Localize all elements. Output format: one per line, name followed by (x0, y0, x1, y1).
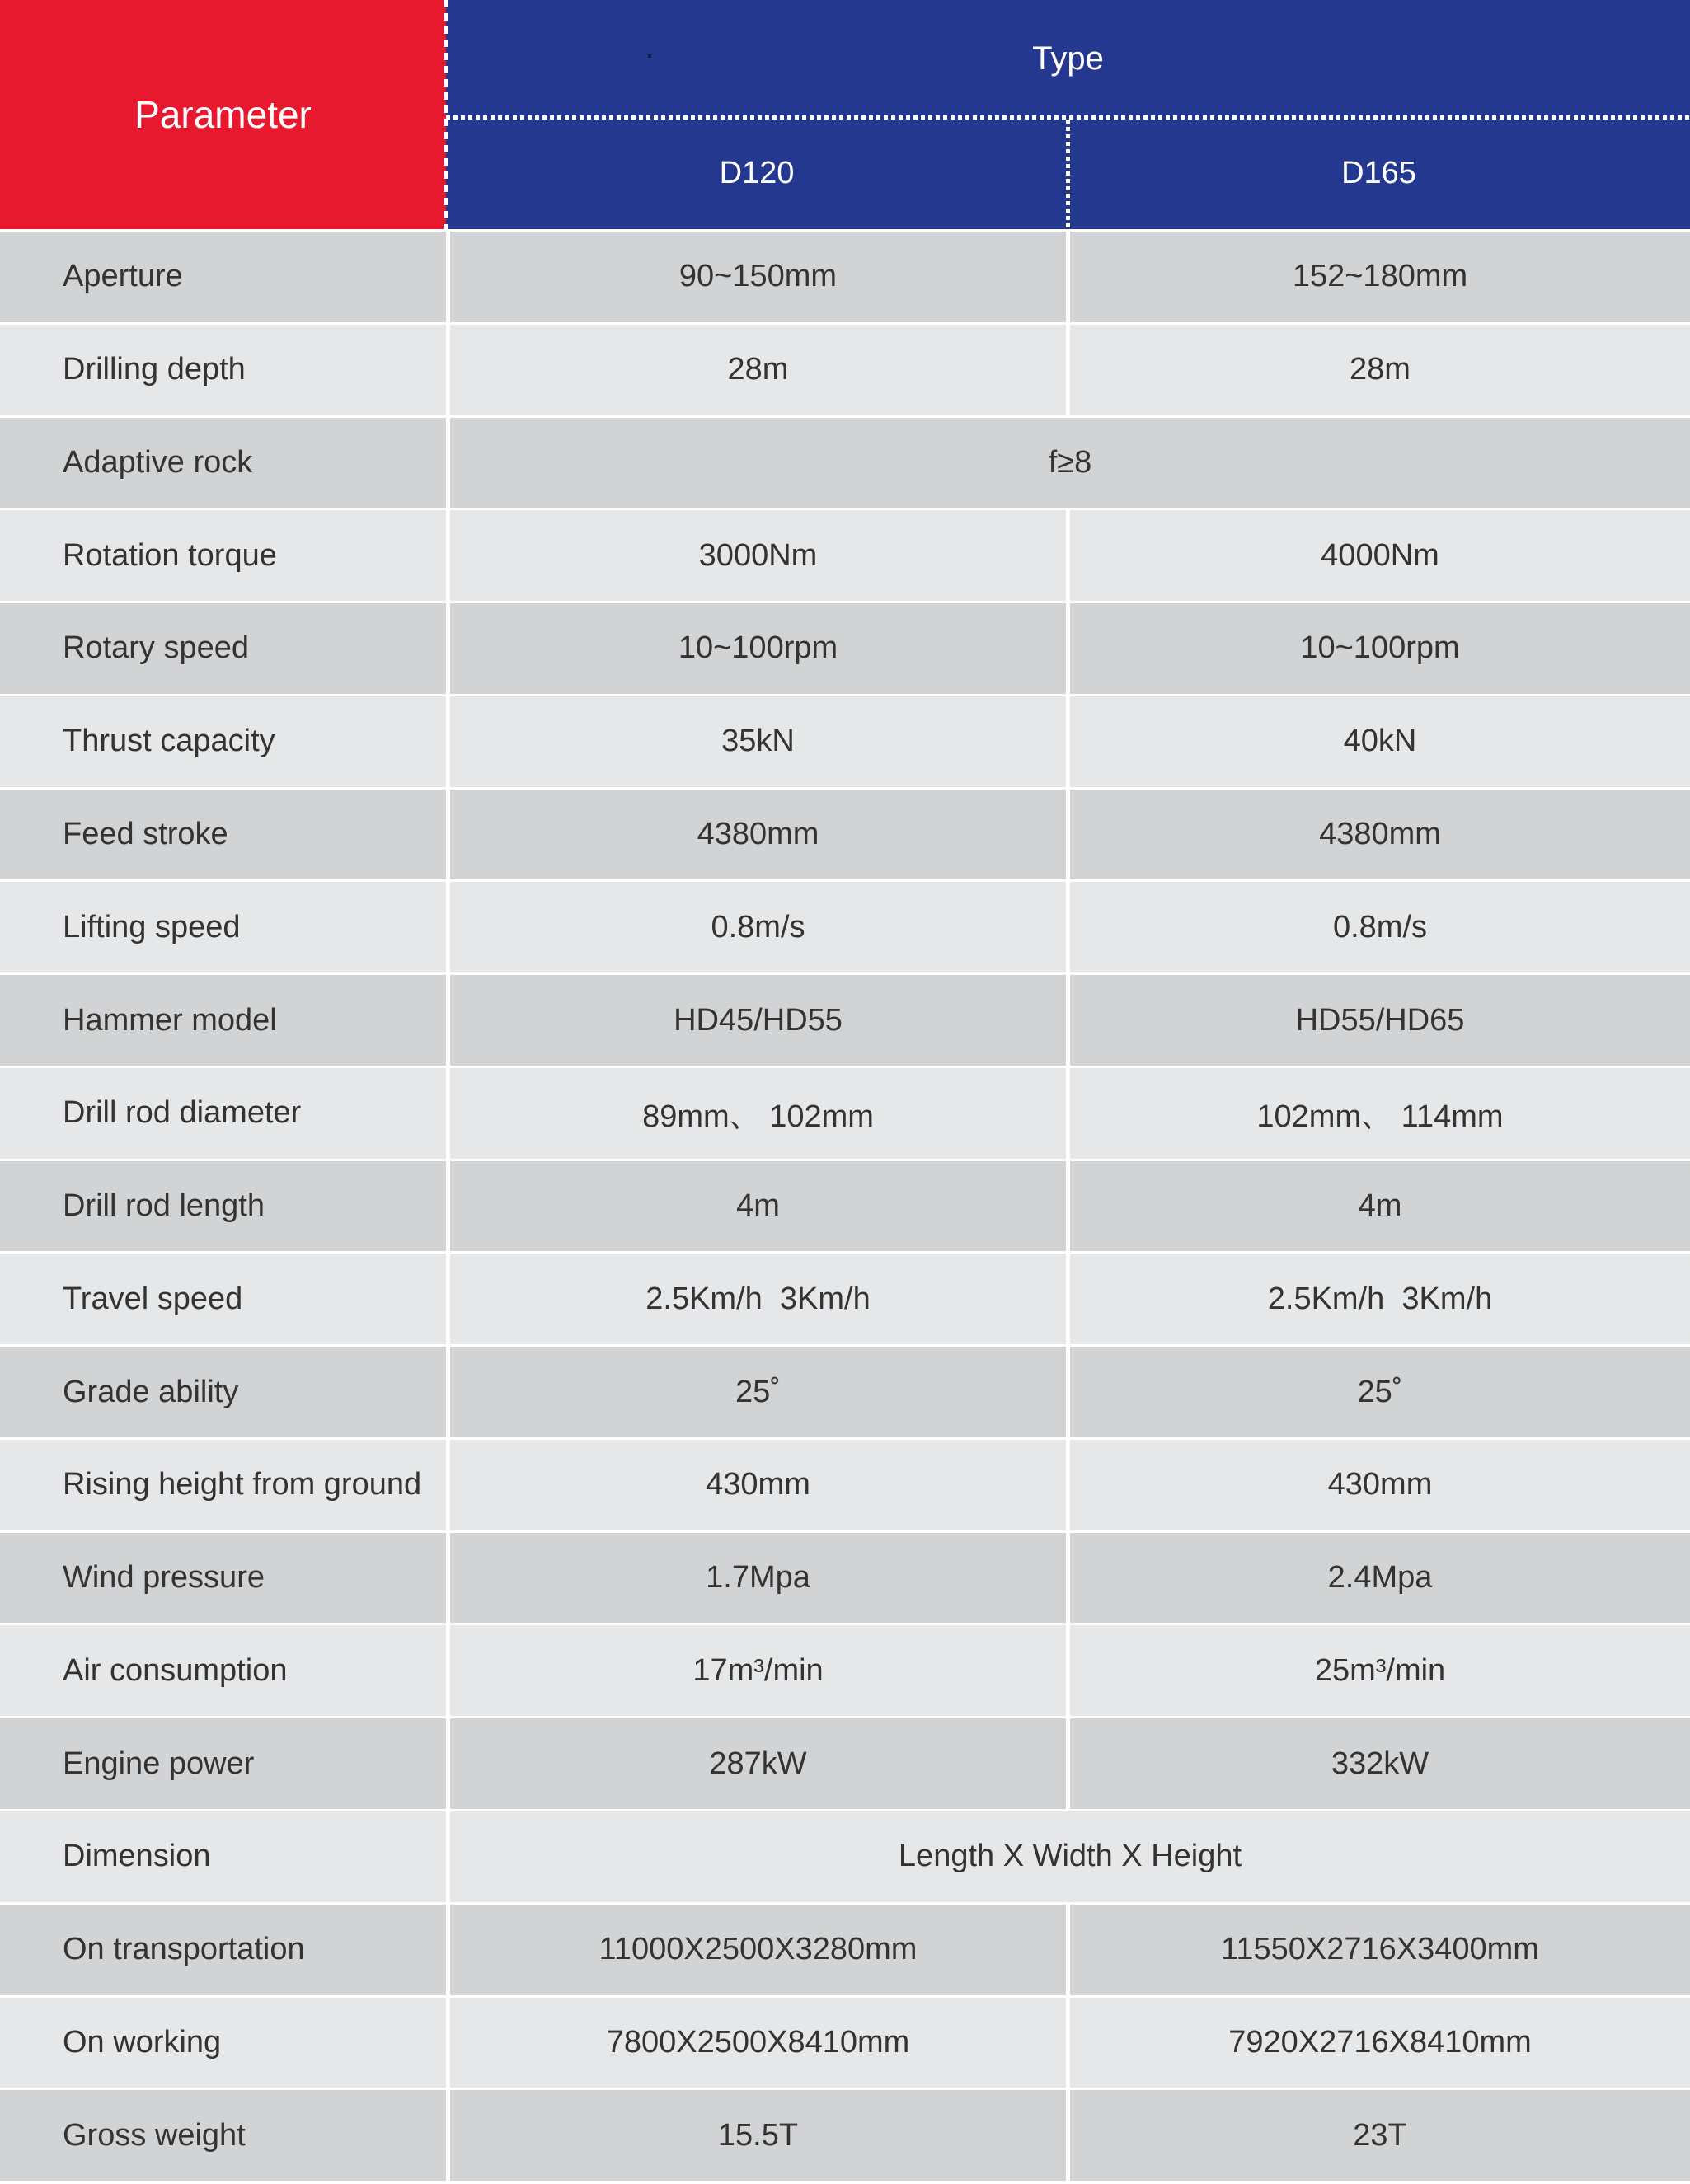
row-label (0, 1440, 446, 1530)
value-text: 3000Nm (698, 537, 818, 573)
value-text: 40kN (1343, 724, 1417, 759)
column-header-d165 (1068, 117, 1690, 229)
value-d165 (1070, 603, 1690, 694)
table-row-engine-power (0, 1718, 1690, 1809)
value-d120 (450, 1254, 1066, 1344)
type-header-cell (446, 0, 1690, 117)
table-row-hammer-model (0, 975, 1690, 1066)
value-text: 17m³/min (692, 1652, 824, 1688)
value-d120 (450, 975, 1066, 1066)
value-text: 7800X2500X8410mm (606, 2024, 910, 2060)
value-merged (450, 1811, 1690, 1902)
value-d120 (450, 603, 1066, 694)
value-text: 4380mm (697, 816, 819, 851)
dashed-divider-vertical-main (444, 0, 448, 229)
value-d165 (1070, 1998, 1690, 2088)
parameter-header-label: Parameter (134, 93, 312, 136)
value-text: 90~150mm (678, 259, 838, 294)
value-d165 (1070, 1254, 1690, 1344)
value-text: 7920X2716X8410mm (1228, 2024, 1532, 2060)
value-text: 25m³/min (1314, 1652, 1446, 1688)
value-d120 (450, 1625, 1066, 1716)
table-row-gross-weight (0, 2090, 1690, 2181)
value-text: 152~180mm (1292, 259, 1468, 294)
table-row-rising-height (0, 1440, 1690, 1530)
value-d165 (1070, 1068, 1690, 1159)
value-d120 (450, 1068, 1066, 1159)
value-text: 28m (1350, 352, 1411, 387)
value-text: 0.8m/s (711, 909, 805, 944)
value-d165 (1070, 1440, 1690, 1530)
value-merged (450, 418, 1690, 509)
value-d165 (1070, 1718, 1690, 1809)
row-label-text: Rotation torque (63, 537, 277, 573)
column-header-d165-label: D165 (1341, 155, 1416, 190)
value-d165 (1070, 1533, 1690, 1624)
table-row-rotary-speed (0, 603, 1690, 694)
value-d165 (1070, 2090, 1690, 2181)
table-row-air-consumption (0, 1625, 1690, 1716)
value-text: 35kN (721, 724, 795, 759)
value-text: 2.5Km/h 3Km/h (1267, 1281, 1493, 1316)
row-label (0, 603, 446, 694)
table-row-dimension (0, 1811, 1690, 1902)
row-label-text: Rising height from ground (63, 1467, 422, 1502)
value-d120 (450, 882, 1066, 972)
value-text: 332kW (1331, 1746, 1429, 1781)
value-text: HD45/HD55 (674, 1002, 843, 1038)
row-label (0, 2090, 446, 2181)
row-label-text: Aperture (63, 259, 183, 294)
value-d120 (450, 1998, 1066, 2088)
row-label-text: Feed stroke (63, 816, 228, 851)
value-d120 (450, 510, 1066, 601)
value-d120 (450, 1905, 1066, 1995)
table-row-adaptive-rock (0, 418, 1690, 509)
table-row-drill-rod-diameter (0, 1068, 1690, 1159)
row-label (0, 882, 446, 972)
value-text: 287kW (709, 1746, 807, 1781)
row-label (0, 1718, 446, 1809)
dashed-divider-vertical-columns (1066, 120, 1070, 229)
value-text: 11550X2716X3400mm (1221, 1932, 1539, 1967)
row-label (0, 1811, 446, 1902)
row-label (0, 1998, 446, 2088)
value-d120 (450, 2090, 1066, 2181)
value-d120 (450, 1533, 1066, 1624)
value-text: 1.7Mpa (706, 1560, 810, 1596)
value-text: Length X Width X Height (898, 1839, 1242, 1874)
value-text: 2.5Km/h 3Km/h (645, 1281, 871, 1316)
row-label (0, 1347, 446, 1437)
row-label-text: Drill rod length (63, 1188, 265, 1224)
table-row-wind-pressure (0, 1533, 1690, 1624)
table-header (0, 0, 1690, 229)
stray-dot-mark (648, 54, 651, 58)
row-label (0, 975, 446, 1066)
column-header-d120-label: D120 (719, 155, 795, 190)
table-row-aperture (0, 232, 1690, 322)
table-row-drill-rod-length (0, 1161, 1690, 1252)
row-label-text: Engine power (63, 1746, 255, 1781)
value-d120 (450, 1347, 1066, 1437)
type-header-label: Type (1032, 40, 1104, 77)
value-d120 (450, 1161, 1066, 1252)
value-text: 23T (1353, 2117, 1407, 2153)
value-d165 (1070, 510, 1690, 601)
parameter-header-cell (0, 0, 446, 229)
table-row-feed-stroke (0, 790, 1690, 880)
column-header-d120 (446, 117, 1068, 229)
row-label (0, 510, 446, 601)
value-d165 (1070, 1905, 1690, 1995)
value-text: 102mm、 114mm (1256, 1099, 1504, 1135)
value-d165 (1070, 232, 1690, 322)
value-d120 (450, 325, 1066, 415)
table-row-lifting-speed (0, 882, 1690, 972)
row-label (0, 1905, 446, 1995)
value-d165 (1070, 790, 1690, 880)
value-d120 (450, 696, 1066, 787)
row-label-text: Travel speed (63, 1281, 243, 1316)
value-text: 15.5T (717, 2117, 799, 2153)
row-label-text: Air consumption (63, 1652, 288, 1688)
row-label (0, 1533, 446, 1624)
row-label-text: Dimension (63, 1839, 211, 1874)
table-row-grade-ability (0, 1347, 1690, 1437)
row-label (0, 1161, 446, 1252)
row-label-text: Hammer model (63, 1002, 277, 1038)
value-d165 (1070, 325, 1690, 415)
table-row-thrust-capacity (0, 696, 1690, 787)
value-d120 (450, 232, 1066, 322)
value-text: 430mm (706, 1467, 810, 1502)
value-text: 4000Nm (1321, 537, 1439, 573)
value-d165 (1070, 1347, 1690, 1437)
value-d120 (450, 1440, 1066, 1530)
row-label-text: Wind pressure (63, 1560, 265, 1596)
table-row-rotation-torque (0, 510, 1690, 601)
value-text: 2.4Mpa (1327, 1560, 1433, 1596)
table-row-on-transportation (0, 1905, 1690, 1995)
row-label (0, 325, 446, 415)
value-text: 28m (727, 352, 789, 387)
value-d120 (450, 790, 1066, 880)
row-label-text: Rotary speed (63, 630, 250, 666)
value-text: 89mm、 102mm (642, 1099, 874, 1135)
row-label-text: Drilling depth (63, 352, 246, 387)
table-body (0, 232, 1690, 2181)
row-label (0, 696, 446, 787)
row-label-text: On working (63, 2024, 222, 2060)
row-label-text: Adaptive rock (63, 444, 253, 480)
row-label-text: On transportation (63, 1932, 305, 1967)
value-d165 (1070, 1161, 1690, 1252)
row-label (0, 790, 446, 880)
row-label (0, 1068, 446, 1159)
table-row-travel-speed (0, 1254, 1690, 1344)
value-text: 4m (1358, 1188, 1402, 1224)
row-label-text: Drill rod diameter (63, 1095, 302, 1131)
value-text: 10~100rpm (678, 630, 838, 666)
value-text: 10~100rpm (1300, 630, 1460, 666)
value-text: f≥8 (1048, 444, 1092, 480)
value-text: 4380mm (1319, 816, 1441, 851)
table-row-on-working (0, 1998, 1690, 2088)
value-text: 11000X2500X3280mm (599, 1932, 918, 1967)
value-text: 25˚ (1357, 1374, 1403, 1409)
row-label (0, 418, 446, 509)
table-row-drilling-depth (0, 325, 1690, 415)
value-text: 25˚ (735, 1374, 781, 1409)
value-text: 0.8m/s (1332, 909, 1428, 944)
value-d165 (1070, 1625, 1690, 1716)
row-label-text: Lifting speed (63, 909, 241, 944)
value-d165 (1070, 975, 1690, 1066)
value-d165 (1070, 696, 1690, 787)
value-d165 (1070, 882, 1690, 972)
row-label (0, 1254, 446, 1344)
row-label (0, 232, 446, 322)
row-label (0, 1625, 446, 1716)
value-text: 430mm (1327, 1467, 1433, 1502)
row-label-text: Grade ability (63, 1374, 239, 1409)
value-text: 4m (736, 1188, 780, 1224)
value-text: HD55/HD65 (1295, 1002, 1465, 1038)
row-label-text: Thrust capacity (63, 724, 275, 759)
row-label-text: Gross weight (63, 2117, 246, 2153)
value-d120 (450, 1718, 1066, 1809)
